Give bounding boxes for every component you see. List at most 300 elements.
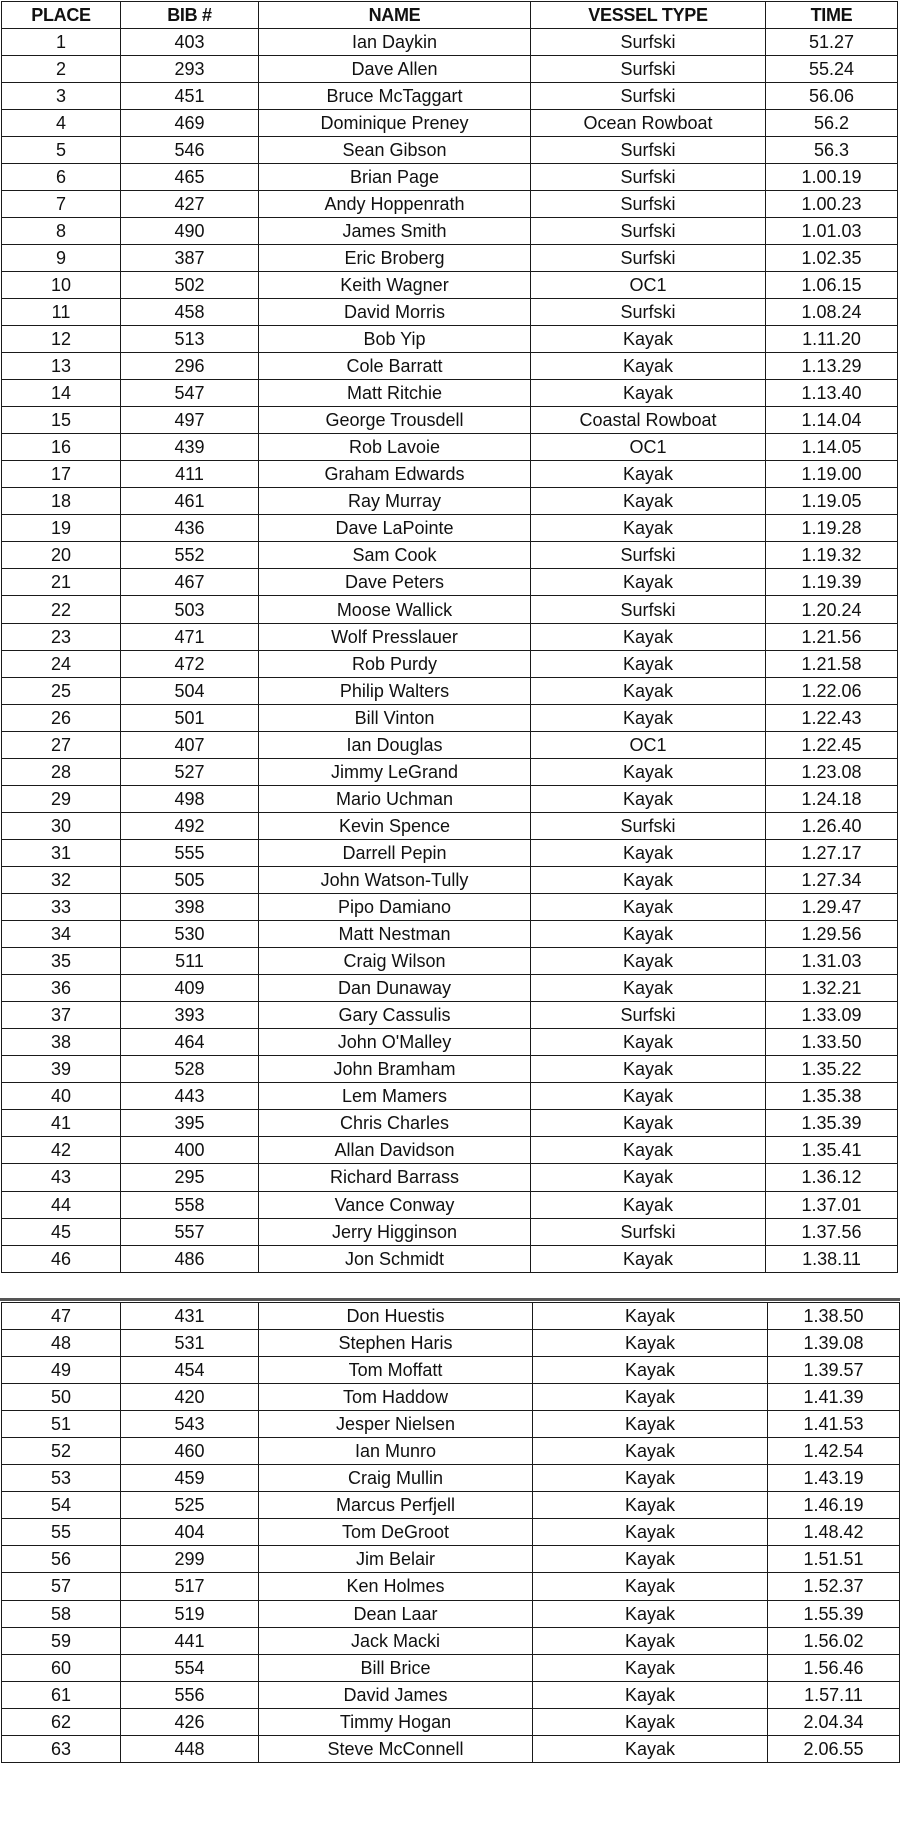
cell-name: Gary Cassulis (259, 1002, 531, 1029)
cell-place: 19 (2, 515, 121, 542)
cell-place: 31 (2, 839, 121, 866)
cell-bib: 407 (121, 731, 259, 758)
table-row (2, 1303, 900, 1330)
cell-name: Ian Douglas (259, 731, 531, 758)
cell-bib: 443 (121, 1083, 259, 1110)
cell-bib: 299 (121, 1546, 259, 1573)
cell-time: 2.06.55 (768, 1735, 900, 1762)
cell-vessel-type: Kayak (533, 1600, 768, 1627)
cell-time: 1.41.53 (768, 1411, 900, 1438)
cell-vessel-type: Kayak (533, 1384, 768, 1411)
cell-name: Jimmy LeGrand (259, 758, 531, 785)
cell-time: 1.43.19 (768, 1465, 900, 1492)
cell-name: David Morris (259, 298, 531, 325)
cell-vessel-type: OC1 (531, 731, 766, 758)
table-row (2, 1357, 900, 1384)
cell-bib: 461 (121, 488, 259, 515)
cell-bib: 296 (121, 353, 259, 380)
cell-bib: 546 (121, 136, 259, 163)
cell-name: Jim Belair (259, 1546, 533, 1573)
header-row (2, 2, 898, 29)
cell-name: John Bramham (259, 1056, 531, 1083)
cell-place: 53 (2, 1465, 121, 1492)
table-row (2, 217, 898, 244)
cell-time: 51.27 (766, 28, 898, 55)
cell-place: 42 (2, 1137, 121, 1164)
cell-bib: 519 (121, 1600, 259, 1627)
table-row (2, 488, 898, 515)
table-row (2, 812, 898, 839)
table-row (2, 1600, 900, 1627)
cell-time: 1.48.42 (768, 1519, 900, 1546)
cell-place: 38 (2, 1029, 121, 1056)
cell-place: 57 (2, 1573, 121, 1600)
table-row (2, 542, 898, 569)
results-table-bottom (1, 1302, 900, 1763)
cell-place: 4 (2, 109, 121, 136)
cell-vessel-type: Surfski (531, 542, 766, 569)
table-row (2, 1056, 898, 1083)
table-row (2, 1002, 898, 1029)
cell-vessel-type: Surfski (531, 244, 766, 271)
cell-vessel-type: Kayak (531, 921, 766, 948)
cell-time: 1.35.38 (766, 1083, 898, 1110)
cell-name: Steve McConnell (259, 1735, 533, 1762)
cell-place: 46 (2, 1245, 121, 1272)
cell-time: 1.19.28 (766, 515, 898, 542)
cell-name: Don Huestis (259, 1303, 533, 1330)
cell-vessel-type: Kayak (533, 1411, 768, 1438)
table-row (2, 1164, 898, 1191)
cell-place: 24 (2, 650, 121, 677)
cell-time: 1.14.05 (766, 434, 898, 461)
table-row (2, 407, 898, 434)
cell-time: 1.35.41 (766, 1137, 898, 1164)
cell-vessel-type: Surfski (531, 1218, 766, 1245)
cell-name: Wolf Presslauer (259, 623, 531, 650)
table-row (2, 1411, 900, 1438)
table-row (2, 1465, 900, 1492)
cell-bib: 501 (121, 704, 259, 731)
table-row (2, 1492, 900, 1519)
table-row (2, 515, 898, 542)
table-row (2, 55, 898, 82)
cell-name: Dan Dunaway (259, 975, 531, 1002)
cell-vessel-type: Kayak (531, 948, 766, 975)
table-row (2, 1110, 898, 1137)
cell-bib: 547 (121, 380, 259, 407)
table-row (2, 28, 898, 55)
cell-vessel-type: Kayak (533, 1492, 768, 1519)
cell-vessel-type: Kayak (531, 1245, 766, 1272)
cell-time: 1.19.00 (766, 461, 898, 488)
cell-place: 17 (2, 461, 121, 488)
cell-vessel-type: Kayak (533, 1519, 768, 1546)
cell-time: 1.57.11 (768, 1681, 900, 1708)
cell-name: James Smith (259, 217, 531, 244)
table-row (2, 434, 898, 461)
table-row (2, 1735, 900, 1762)
header-name: NAME (259, 2, 531, 29)
table-row (2, 650, 898, 677)
table-row (2, 190, 898, 217)
table-row (2, 623, 898, 650)
cell-bib: 528 (121, 1056, 259, 1083)
cell-time: 1.02.35 (766, 244, 898, 271)
table-row (2, 244, 898, 271)
cell-vessel-type: Kayak (531, 380, 766, 407)
cell-place: 54 (2, 1492, 121, 1519)
cell-vessel-type: Surfski (531, 136, 766, 163)
cell-vessel-type: Kayak (533, 1546, 768, 1573)
cell-bib: 293 (121, 55, 259, 82)
cell-name: Jerry Higginson (259, 1218, 531, 1245)
cell-place: 16 (2, 434, 121, 461)
cell-time: 1.29.56 (766, 921, 898, 948)
cell-time: 1.51.51 (768, 1546, 900, 1573)
cell-place: 37 (2, 1002, 121, 1029)
cell-place: 1 (2, 28, 121, 55)
cell-vessel-type: Kayak (531, 839, 766, 866)
cell-time: 1.52.37 (768, 1573, 900, 1600)
cell-name: Tom Haddow (259, 1384, 533, 1411)
cell-time: 1.39.57 (768, 1357, 900, 1384)
table-row (2, 1627, 900, 1654)
cell-name: Matt Nestman (259, 921, 531, 948)
cell-name: Jack Macki (259, 1627, 533, 1654)
cell-time: 1.26.40 (766, 812, 898, 839)
cell-place: 43 (2, 1164, 121, 1191)
header-vessel-type: VESSEL TYPE (531, 2, 766, 29)
table-row (2, 1708, 900, 1735)
cell-bib: 543 (121, 1411, 259, 1438)
cell-vessel-type: Kayak (531, 975, 766, 1002)
cell-time: 1.21.56 (766, 623, 898, 650)
cell-name: Richard Barrass (259, 1164, 531, 1191)
cell-bib: 497 (121, 407, 259, 434)
table-row (2, 677, 898, 704)
cell-name: Keith Wagner (259, 271, 531, 298)
cell-bib: 555 (121, 839, 259, 866)
cell-vessel-type: Kayak (531, 488, 766, 515)
cell-name: Rob Lavoie (259, 434, 531, 461)
cell-place: 61 (2, 1681, 121, 1708)
table-row (2, 1245, 898, 1272)
table-row (2, 894, 898, 921)
cell-place: 55 (2, 1519, 121, 1546)
cell-bib: 511 (121, 948, 259, 975)
table-row (2, 1137, 898, 1164)
cell-place: 40 (2, 1083, 121, 1110)
cell-bib: 464 (121, 1029, 259, 1056)
cell-bib: 530 (121, 921, 259, 948)
cell-time: 1.01.03 (766, 217, 898, 244)
cell-bib: 531 (121, 1330, 259, 1357)
cell-bib: 557 (121, 1218, 259, 1245)
cell-name: Ray Murray (259, 488, 531, 515)
cell-place: 45 (2, 1218, 121, 1245)
cell-place: 18 (2, 488, 121, 515)
cell-time: 1.11.20 (766, 326, 898, 353)
cell-vessel-type: Surfski (531, 28, 766, 55)
cell-name: Ian Daykin (259, 28, 531, 55)
cell-time: 1.24.18 (766, 785, 898, 812)
cell-time: 1.00.23 (766, 190, 898, 217)
cell-time: 1.27.34 (766, 866, 898, 893)
table-row (2, 1384, 900, 1411)
cell-place: 51 (2, 1411, 121, 1438)
cell-vessel-type: Surfski (531, 298, 766, 325)
cell-name: Bill Brice (259, 1654, 533, 1681)
cell-vessel-type: Kayak (533, 1654, 768, 1681)
table-row (2, 866, 898, 893)
cell-vessel-type: Kayak (533, 1681, 768, 1708)
cell-bib: 517 (121, 1573, 259, 1600)
cell-name: Bob Yip (259, 326, 531, 353)
cell-bib: 486 (121, 1245, 259, 1272)
cell-time: 1.56.46 (768, 1654, 900, 1681)
cell-time: 55.24 (766, 55, 898, 82)
cell-bib: 393 (121, 1002, 259, 1029)
cell-vessel-type: Kayak (531, 1083, 766, 1110)
cell-vessel-type: Kayak (533, 1438, 768, 1465)
cell-vessel-type: Kayak (533, 1627, 768, 1654)
cell-vessel-type: Surfski (531, 1002, 766, 1029)
cell-time: 56.3 (766, 136, 898, 163)
table-row (2, 731, 898, 758)
cell-place: 11 (2, 298, 121, 325)
cell-name: Craig Mullin (259, 1465, 533, 1492)
table-row (2, 1519, 900, 1546)
cell-bib: 525 (121, 1492, 259, 1519)
cell-vessel-type: Ocean Rowboat (531, 109, 766, 136)
cell-bib: 556 (121, 1681, 259, 1708)
cell-time: 1.36.12 (766, 1164, 898, 1191)
cell-bib: 431 (121, 1303, 259, 1330)
cell-bib: 409 (121, 975, 259, 1002)
table-row (2, 921, 898, 948)
cell-name: Dean Laar (259, 1600, 533, 1627)
cell-time: 56.06 (766, 82, 898, 109)
cell-time: 2.04.34 (768, 1708, 900, 1735)
cell-bib: 504 (121, 677, 259, 704)
cell-vessel-type: Surfski (531, 163, 766, 190)
cell-name: Sam Cook (259, 542, 531, 569)
cell-bib: 467 (121, 569, 259, 596)
cell-time: 1.35.22 (766, 1056, 898, 1083)
cell-vessel-type: Surfski (531, 596, 766, 623)
cell-name: Bill Vinton (259, 704, 531, 731)
cell-time: 1.31.03 (766, 948, 898, 975)
cell-time: 1.20.24 (766, 596, 898, 623)
table-row (2, 1029, 898, 1056)
cell-bib: 513 (121, 326, 259, 353)
cell-bib: 460 (121, 1438, 259, 1465)
cell-place: 33 (2, 894, 121, 921)
cell-bib: 436 (121, 515, 259, 542)
cell-place: 56 (2, 1546, 121, 1573)
cell-name: Stephen Haris (259, 1330, 533, 1357)
cell-place: 27 (2, 731, 121, 758)
cell-bib: 420 (121, 1384, 259, 1411)
table-row (2, 380, 898, 407)
cell-vessel-type: Kayak (533, 1357, 768, 1384)
cell-name: Chris Charles (259, 1110, 531, 1137)
cell-bib: 426 (121, 1708, 259, 1735)
table-row (2, 596, 898, 623)
table-row (2, 785, 898, 812)
cell-vessel-type: Kayak (531, 1137, 766, 1164)
table-row (2, 704, 898, 731)
cell-time: 1.33.50 (766, 1029, 898, 1056)
cell-bib: 527 (121, 758, 259, 785)
cell-place: 36 (2, 975, 121, 1002)
cell-time: 1.19.05 (766, 488, 898, 515)
cell-vessel-type: Kayak (531, 353, 766, 380)
cell-place: 49 (2, 1357, 121, 1384)
cell-name: Ian Munro (259, 1438, 533, 1465)
cell-vessel-type: Surfski (531, 55, 766, 82)
cell-time: 1.27.17 (766, 839, 898, 866)
cell-time: 1.19.32 (766, 542, 898, 569)
cell-bib: 400 (121, 1137, 259, 1164)
cell-place: 21 (2, 569, 121, 596)
results-table-top (1, 1, 898, 1273)
cell-place: 44 (2, 1191, 121, 1218)
cell-place: 15 (2, 407, 121, 434)
cell-bib: 448 (121, 1735, 259, 1762)
cell-place: 5 (2, 136, 121, 163)
cell-bib: 465 (121, 163, 259, 190)
cell-place: 32 (2, 866, 121, 893)
table-row (2, 569, 898, 596)
cell-name: Mario Uchman (259, 785, 531, 812)
cell-place: 52 (2, 1438, 121, 1465)
cell-time: 1.22.45 (766, 731, 898, 758)
cell-place: 23 (2, 623, 121, 650)
cell-bib: 472 (121, 650, 259, 677)
cell-vessel-type: Kayak (531, 785, 766, 812)
cell-bib: 411 (121, 461, 259, 488)
table-row (2, 109, 898, 136)
cell-name: Dave LaPointe (259, 515, 531, 542)
cell-bib: 427 (121, 190, 259, 217)
cell-bib: 458 (121, 298, 259, 325)
cell-vessel-type: OC1 (531, 271, 766, 298)
cell-place: 59 (2, 1627, 121, 1654)
cell-name: Matt Ritchie (259, 380, 531, 407)
cell-place: 7 (2, 190, 121, 217)
cell-name: Eric Broberg (259, 244, 531, 271)
cell-name: Bruce McTaggart (259, 82, 531, 109)
cell-vessel-type: Kayak (531, 623, 766, 650)
table-row (2, 975, 898, 1002)
cell-name: John O'Malley (259, 1029, 531, 1056)
table-row (2, 758, 898, 785)
table-row (2, 1681, 900, 1708)
cell-bib: 451 (121, 82, 259, 109)
cell-place: 58 (2, 1600, 121, 1627)
header-bib: BIB # (121, 2, 259, 29)
cell-place: 13 (2, 353, 121, 380)
cell-name: Dave Allen (259, 55, 531, 82)
cell-vessel-type: Kayak (531, 1191, 766, 1218)
cell-name: Cole Barratt (259, 353, 531, 380)
table-row (2, 1083, 898, 1110)
cell-place: 48 (2, 1330, 121, 1357)
cell-place: 47 (2, 1303, 121, 1330)
cell-bib: 558 (121, 1191, 259, 1218)
cell-place: 10 (2, 271, 121, 298)
section-seam-divider (0, 1298, 900, 1301)
cell-vessel-type: Kayak (531, 677, 766, 704)
cell-time: 1.38.11 (766, 1245, 898, 1272)
table-row (2, 839, 898, 866)
cell-vessel-type: Kayak (531, 1164, 766, 1191)
cell-vessel-type: Kayak (531, 894, 766, 921)
cell-bib: 454 (121, 1357, 259, 1384)
cell-place: 12 (2, 326, 121, 353)
cell-time: 1.19.39 (766, 569, 898, 596)
cell-vessel-type: Surfski (531, 82, 766, 109)
cell-name: Lem Mamers (259, 1083, 531, 1110)
table-row (2, 298, 898, 325)
cell-name: Rob Purdy (259, 650, 531, 677)
cell-place: 14 (2, 380, 121, 407)
cell-time: 1.29.47 (766, 894, 898, 921)
table-row (2, 271, 898, 298)
cell-time: 1.35.39 (766, 1110, 898, 1137)
cell-bib: 471 (121, 623, 259, 650)
cell-bib: 398 (121, 894, 259, 921)
cell-bib: 459 (121, 1465, 259, 1492)
cell-vessel-type: Kayak (531, 758, 766, 785)
cell-bib: 395 (121, 1110, 259, 1137)
cell-name: Allan Davidson (259, 1137, 531, 1164)
cell-vessel-type: Kayak (531, 515, 766, 542)
cell-vessel-type: Kayak (533, 1465, 768, 1492)
cell-vessel-type: Coastal Rowboat (531, 407, 766, 434)
cell-name: Jesper Nielsen (259, 1411, 533, 1438)
cell-time: 1.22.06 (766, 677, 898, 704)
cell-vessel-type: Kayak (533, 1708, 768, 1735)
cell-place: 3 (2, 82, 121, 109)
table-row (2, 1218, 898, 1245)
table-row (2, 461, 898, 488)
cell-name: Timmy Hogan (259, 1708, 533, 1735)
cell-vessel-type: Kayak (531, 704, 766, 731)
cell-name: Pipo Damiano (259, 894, 531, 921)
table-row (2, 1654, 900, 1681)
cell-place: 29 (2, 785, 121, 812)
cell-name: David James (259, 1681, 533, 1708)
cell-vessel-type: Kayak (533, 1735, 768, 1762)
cell-vessel-type: Kayak (533, 1573, 768, 1600)
cell-vessel-type: OC1 (531, 434, 766, 461)
table-row (2, 326, 898, 353)
cell-bib: 498 (121, 785, 259, 812)
cell-time: 1.46.19 (768, 1492, 900, 1519)
cell-time: 1.08.24 (766, 298, 898, 325)
cell-bib: 552 (121, 542, 259, 569)
header-place: PLACE (2, 2, 121, 29)
cell-name: Andy Hoppenrath (259, 190, 531, 217)
cell-time: 1.13.40 (766, 380, 898, 407)
cell-name: Craig Wilson (259, 948, 531, 975)
cell-name: Dave Peters (259, 569, 531, 596)
cell-vessel-type: Kayak (531, 1029, 766, 1056)
cell-time: 1.42.54 (768, 1438, 900, 1465)
